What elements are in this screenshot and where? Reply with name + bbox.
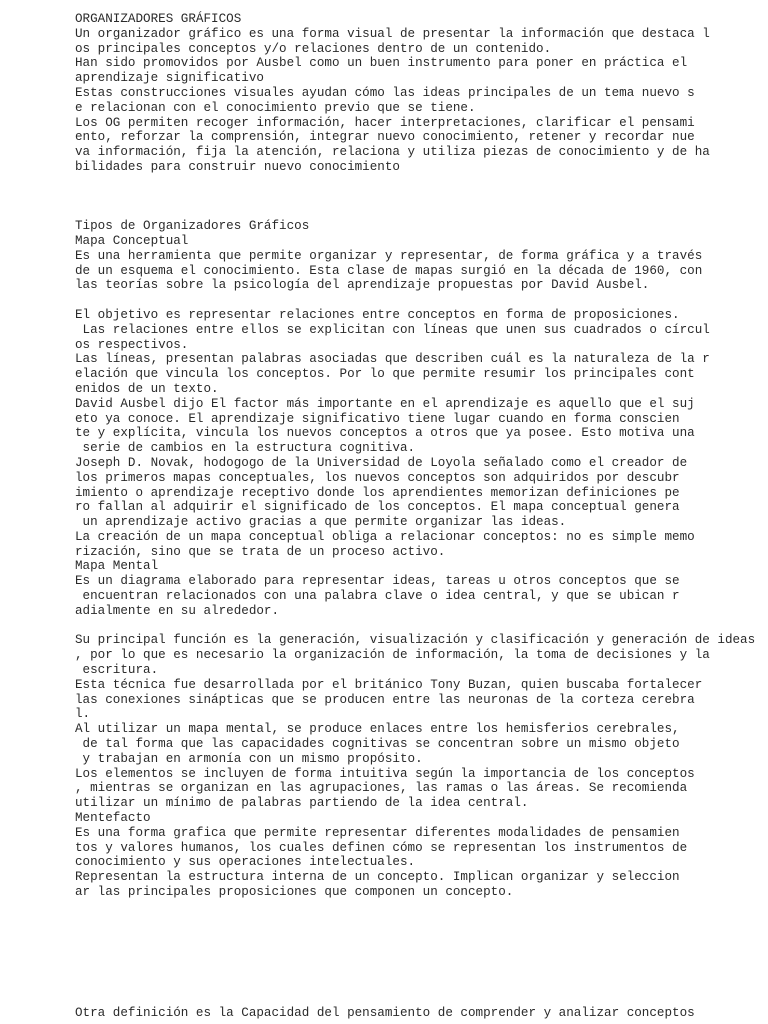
text-line: l.: [75, 707, 91, 722]
text-line: os principales conceptos y/o relaciones dentro de un contenido.: [75, 41, 552, 56]
text-line: Los OG permiten recoger información, hacer interpretaciones, clarificar el pensami: [75, 115, 695, 130]
text-line: Es un diagrama elaborado para representar ideas, tareas u otros conceptos que se: [75, 574, 680, 589]
text-line: te y explícita, vincula los nuevos conceptos a otros que ya posee. Esto motiva una: [75, 426, 695, 441]
blank-line: [75, 175, 765, 190]
text-line: Al utilizar un mapa mental, se produce enlaces entre los hemisferios cerebrales,: [75, 722, 680, 737]
blank-line: [75, 190, 765, 205]
text-line: y trabajan en armonía con un mismo propósito.: [75, 751, 423, 766]
text-line: utilizar un mínimo de palabras partiendo de la idea central.: [75, 796, 529, 811]
text-line: Mapa Mental: [75, 559, 159, 574]
text-line: las teorías sobre la psicología del aprendizaje propuestas por David Ausbel.: [75, 278, 650, 293]
text-line: va información, fija la atención, relaciona y utiliza piezas de conocimiento y de ha: [75, 145, 710, 160]
text-line: escritura.: [75, 663, 159, 678]
text-line: Los elementos se incluyen de forma intuitiva según la importancia de los conceptos: [75, 766, 695, 781]
text-line: Su principal función es la generación, visualización y clasificación y generación de ideas: [75, 633, 756, 648]
text-line: Es una forma grafica que permite representar diferentes modalidades de pensamien: [75, 825, 680, 840]
text-line: , por lo que es necesario la organización de información, la toma de decisiones y la: [75, 648, 710, 663]
text-line: El objetivo es representar relaciones entre conceptos en forma de proposiciones.: [75, 307, 680, 322]
text-line: Han sido promovidos por Ausbel como un buen instrumento para poner en práctica el: [75, 56, 688, 71]
text-line: Mentefacto: [75, 811, 151, 826]
text-line: aprendizaje significativo: [75, 71, 264, 86]
text-line: imiento o aprendizaje receptivo donde los aprendientes memorizan definiciones pe: [75, 485, 680, 500]
text-line: David Ausbel dijo El factor más importante en el aprendizaje es aquello que el suj: [75, 396, 695, 411]
text-line: rización, sino que se trata de un proceso activo.: [75, 544, 446, 559]
text-line: un aprendizaje activo gracias a que permite organizar las ideas.: [75, 515, 567, 530]
text-line: Las relaciones entre ellos se explicitan con líneas que unen sus cuadrados o círcul: [75, 322, 710, 337]
text-line: los primeros mapas conceptuales, los nuevos conceptos son adquiridos por descubr: [75, 470, 680, 485]
text-line: de tal forma que las capacidades cognitivas se concentran sobre un mismo objeto: [75, 737, 680, 752]
text-line: bilidades para construir nuevo conocimiento: [75, 159, 400, 174]
text-line: conocimiento y sus operaciones intelectuales.: [75, 855, 416, 870]
text-line: Representan la estructura interna de un concepto. Implican organizar y seleccion: [75, 870, 680, 885]
blank-line: [75, 619, 765, 634]
text-line: Tipos de Organizadores Gráficos: [75, 219, 310, 234]
text-line: ro fallan al adquirir el significado de los conceptos. El mapa conceptual genera: [75, 500, 680, 515]
text-line: ORGANIZADORES GRÁFICOS: [75, 12, 242, 26]
text-line: e relacionan con el conocimiento previo que se tiene.: [75, 100, 476, 115]
blank-line: [75, 293, 765, 308]
text-line: adialmente en su alrededor.: [75, 603, 280, 618]
closing-line: Otra definición es la Capacidad del pensamiento de comprender y analizar conceptos: [75, 1006, 695, 1020]
text-line: enidos de un texto.: [75, 381, 219, 396]
text-line: tos y valores humanos, los cuales definen cómo se representan los instrumentos de: [75, 840, 688, 855]
text-line: de un esquema el conocimiento. Esta clase de mapas surgió en la década de 1960, con: [75, 263, 703, 278]
text-line: Esta técnica fue desarrollada por el británico Tony Buzan, quien buscaba fortalecer: [75, 677, 703, 692]
text-line: Estas construcciones visuales ayudan cómo las ideas principales de un tema nuevo s: [75, 85, 695, 100]
text-line: Las líneas, presentan palabras asociadas que describen cuál es la naturaleza de la r: [75, 352, 710, 367]
text-line: Es una herramienta que permite organizar y representar, de forma gráfica y a través: [75, 248, 703, 263]
text-line: Mapa Conceptual: [75, 233, 189, 248]
text-line: La creación de un mapa conceptual obliga a relacionar conceptos: no es simple memo: [75, 529, 695, 544]
text-line: os respectivos.: [75, 337, 189, 352]
text-line: ar las principales proposiciones que componen un concepto.: [75, 885, 514, 900]
text-line: serie de cambios en la estructura cognitiva.: [75, 441, 416, 456]
text-line: eto ya conoce. El aprendizaje significativo tiene lugar cuando en forma conscien: [75, 411, 680, 426]
text-line: , mientras se organizan en las agrupaciones, las ramas o las áreas. Se recomienda: [75, 781, 688, 796]
text-line: las conexiones sinápticas que se producen entre las neuronas de la corteza cerebra: [75, 692, 695, 707]
text-line: Un organizador gráfico es una forma visual de presentar la información que destaca l: [75, 26, 710, 41]
blank-line: [75, 204, 765, 219]
text-line: Joseph D. Novak, hodogogo de la Universidad de Loyola señalado como el creador de: [75, 455, 688, 470]
text-line: ento, reforzar la comprensión, integrar nuevo conocimiento, retener y recordar nue: [75, 130, 695, 145]
text-line: elación que vincula los conceptos. Por lo que permite resumir los principales cont: [75, 367, 695, 382]
document-body: [75, 12, 765, 900]
text-line: encuentran relacionados con una palabra clave o idea central, y que se ubican r: [75, 589, 680, 604]
